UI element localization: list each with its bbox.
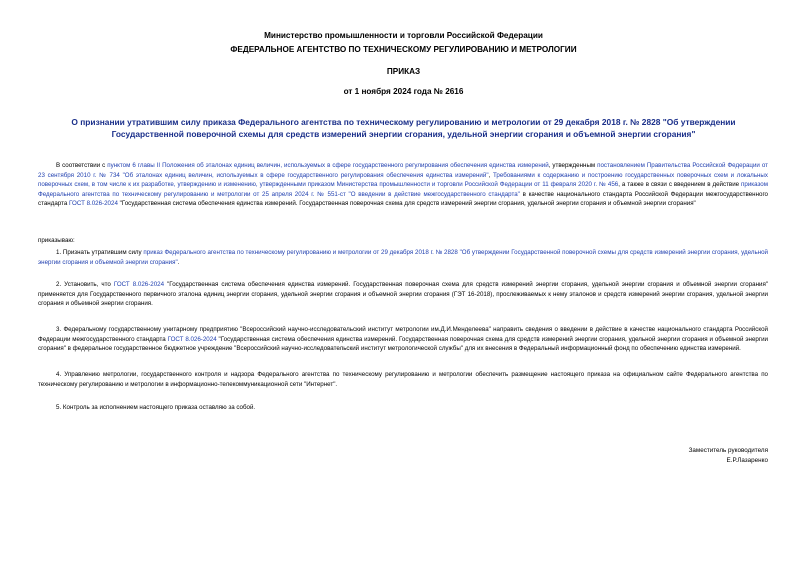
preamble-text-3: ,: [488, 171, 493, 179]
link-order-551-st[interactable]: приказом Федерального агентства по техническому регулированию и метрологии от 25 апреля 2024 г. № 551-ст "О введении в действие межгосударственного стандарта": [38, 181, 768, 198]
item-5-paragraph: 5. Контроль за исполнением настоящего приказа оставляю за собой.: [56, 404, 256, 411]
preamble-text-5: в качестве национального стандарта Российской Федерации межгосударственного стандарта: [38, 190, 769, 208]
agency-name: ФЕДЕРАЛЬНОЕ АГЕНТСТВО ПО ТЕХНИЧЕСКОМУ РЕГУЛИРОВАНИЮ И МЕТРОЛОГИИ: [230, 45, 577, 54]
preamble-text-2: , утвержденным: [548, 162, 598, 169]
preamble-text-1: В соответствии с: [56, 162, 108, 169]
link-gost-8-026-2024[interactable]: ГОСТ 8.026-2024: [69, 200, 118, 208]
item-2-text-rest: "Государственная система обеспечения единства измерений. Государственная поверочная схема для средств измерений энергии сгорания, удельной энергии сгорания и объемной энергии сгорания" применяется для Государственного первичного эталона единиц энергии сгорания, удельной энергии сгорания и объемной энергии сгорания (ГЭТ 16-2018), прослеживаемых к нему эталонов и средств измерений энергии сгорания, удельной энергии сгорания и объемной энергии сгорания.: [38, 281, 768, 308]
link-government-decree-734[interactable]: постановлением Правительства Российской Федерации от 23 сентября 2010 г. № 734 "Об эталонах единиц величин, используемых в сфере государственного регулирования обеспечения единства измерений": [38, 162, 768, 179]
signature-position: Заместитель руководителя: [688, 447, 768, 454]
item-4-paragraph: 4. Управлению метрологии, государственного контроля и надзора Федерального агентства по техническому регулированию и метрологии обеспечить размещение настоящего приказа на официальном сайте Федерального агентства по техническому регулированию и метрологии в информационно-телекоммуникационной сети "Интернет".: [38, 371, 768, 388]
preamble-text-6: "Государственная система обеспечения единства измерений. Государственная поверочная схема для средств измерений энергии сгорания, удельной энергии сгорания и объемной энергии сгорания": [117, 200, 696, 208]
link-requirements-order-456[interactable]: Требованиями к содержанию и построению государственных поверочных схем и локальных поверочных схем, в том числе к их разработке, утверждению и изменению, утвержденными приказом Министерства промышленности и торговли Российской Федерации от 11 февраля 2020 г. № 456: [38, 171, 768, 189]
document-type: ПРИКАЗ: [386, 67, 421, 76]
item-3-text: 3. Федеральному государственному унитарному предприятию "Всероссийский научно-исследовательский институт метрологии им.Д.И.Менделеева" направить сведения о введении в действие в качестве национального стандарта Российской Федерации межгосударственного стандарта: [38, 326, 768, 343]
item-1-paragraph: [38, 248, 768, 267]
item-1-end: .: [177, 258, 180, 266]
preamble-paragraph: [38, 161, 768, 209]
link-order-2828[interactable]: приказ Федерального агентства по техническому регулированию и метрологии от 29 декабря 2018 г. № 2828 "Об утверждении Государственной поверочной схемы для средств измерений энергии сгорания, удельной энергии сгорания и объемной энергии сгорания": [38, 249, 769, 266]
orders-word: приказываю:: [38, 237, 75, 244]
ministry-name: Министерство промышленности и торговли Российской Федерации: [264, 31, 543, 40]
link-gost-8-026-2024[interactable]: ГОСТ 8.026-2024: [167, 335, 217, 343]
link-gost-8-026-2024[interactable]: ГОСТ 8.026-2024: [113, 281, 165, 288]
preamble-text-4: , а также в связи с введением в действие: [618, 181, 742, 189]
document-date-number: от 1 ноября 2024 года № 2616: [343, 87, 464, 96]
item-2-text: 2. Установить, что: [56, 281, 114, 288]
item-1-text: 1. Признать утратившим силу: [56, 249, 144, 256]
link-regulation-clause[interactable]: пунктом 6 главы II Положения об эталонах единиц величин, используемых в сфере государственного регулирования обеспечения единства измерений: [107, 162, 549, 169]
item-2-paragraph: [38, 280, 768, 309]
document-title: О признании утратившим силу приказа Федерального агентства по техническому регулированию и метрологии от 29 декабря 2018 г. № 2828 "Об утверждении Государственной поверочной схемы для средств измерений энергии сгорания, удельной энергии сгорания и объемной энергии сгорания": [71, 117, 736, 139]
signature-name: Е.Р.Лазаренко: [726, 457, 768, 464]
item-3-paragraph: [38, 325, 768, 354]
item-3-text-rest: "Государственная система обеспечения единства измерений. Государственная поверочная схема для средств измерений энергии сгорания, удельной энергии сгорания и объемной энергии сгорания" в федеральное государственное бюджетное учреждение "Всероссийский научно-исследовательский институт метрологической службы" для их внесения в Федеральный информационный фонд по обеспечению единства измерений.: [38, 335, 769, 353]
